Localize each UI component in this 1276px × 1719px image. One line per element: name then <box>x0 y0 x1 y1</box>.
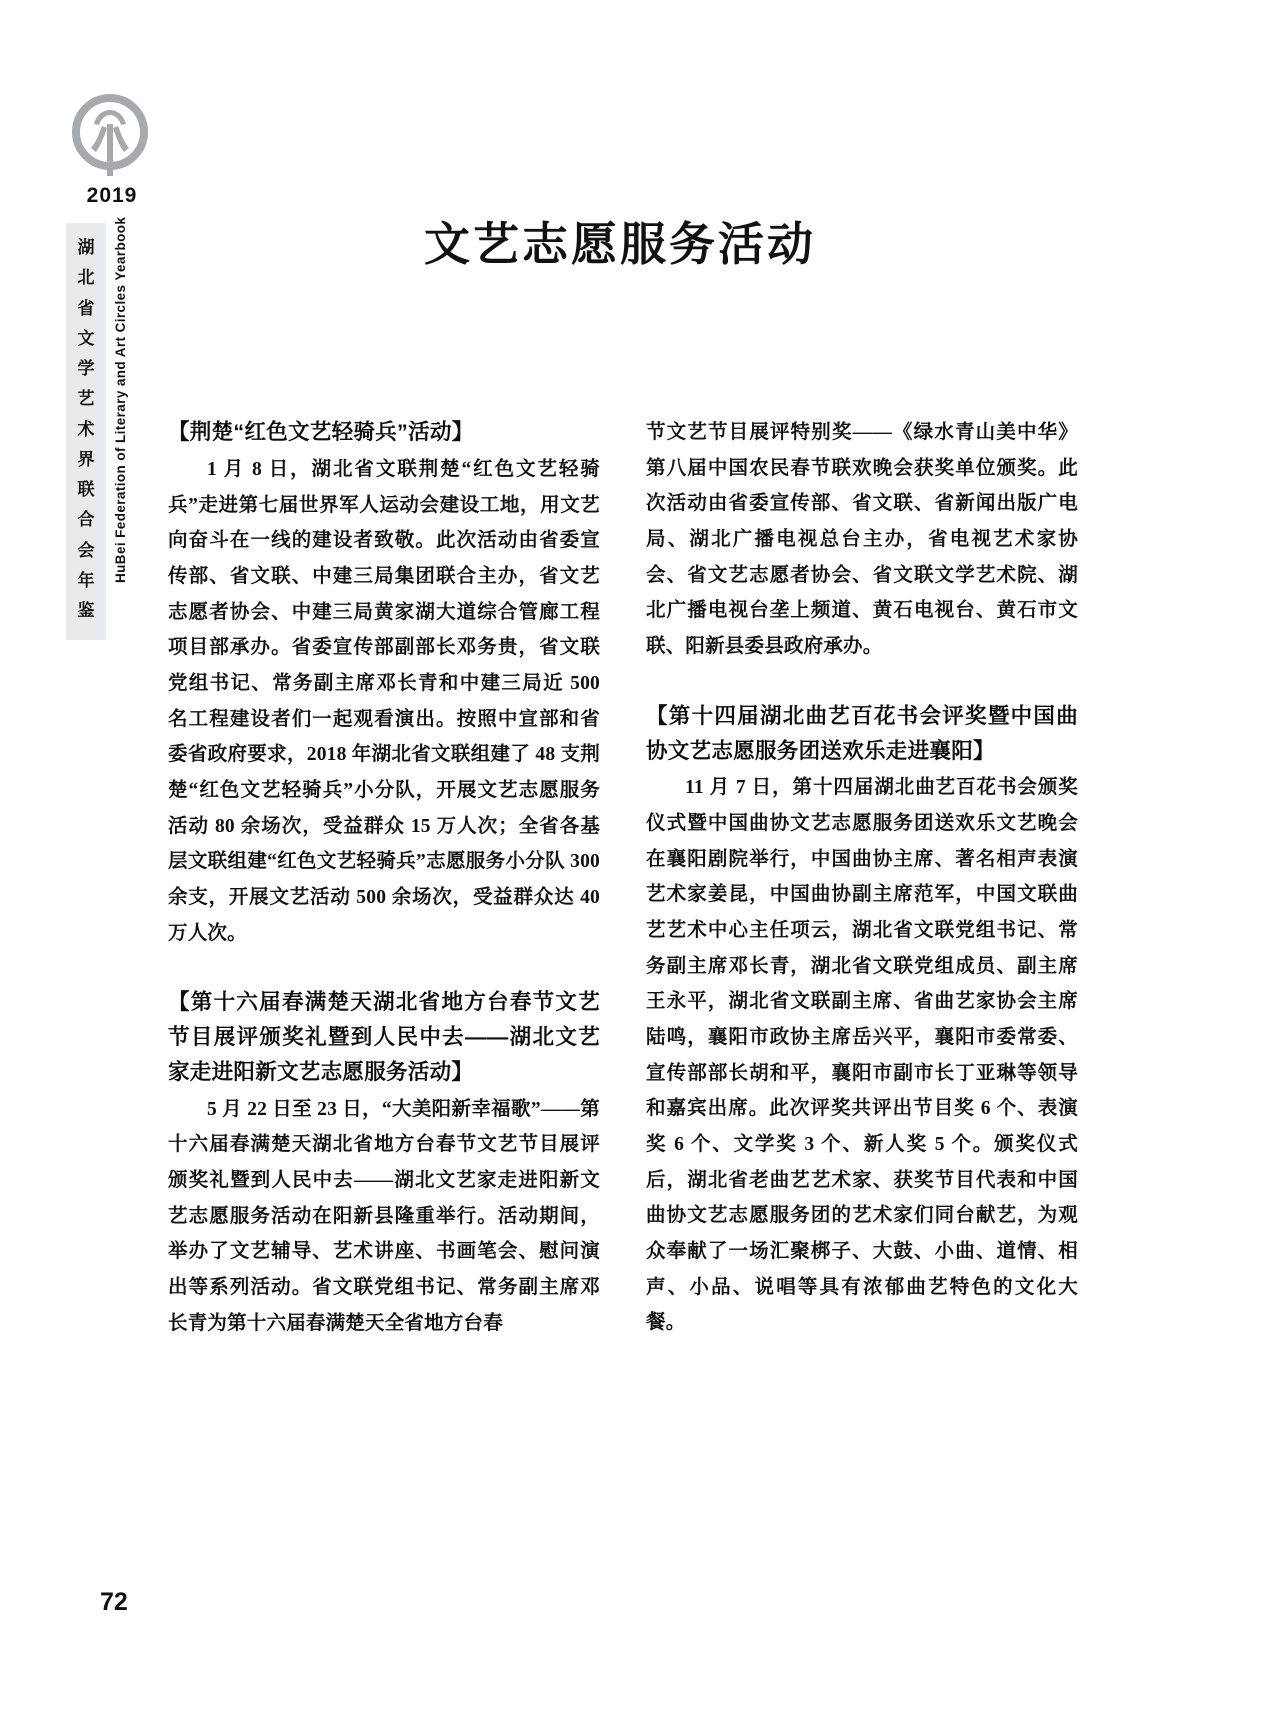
section-heading-1: 【荆楚“红色文艺轻骑兵”活动】 <box>168 420 474 444</box>
vertical-masthead <box>66 216 128 640</box>
section-heading-2: 【第十六届春满楚天湖北省地方台春节文艺节目展评颁奖礼暨到人民中去——湖北文艺家走进阳新文艺志愿服务活动】 <box>168 990 600 1084</box>
vertical-title-char: 合 <box>77 510 95 530</box>
logo-year: 2019 <box>86 184 138 207</box>
column-left <box>168 415 600 1341</box>
continued-paragraph: 节文艺节目展评特别奖——《绿水青山美中华》第八届中国农民春节联欢晚会获奖单位颁奖。此次活动由省委宣传部、省文联、省新闻出版广电局、湖北广播电视总台主办，省电视艺术家协会、省文艺志愿者协会、省文联文学艺术院、湖北广播电视台垄上频道、黄石电视台、黄石市文联、阳新县委县政府承办。 <box>646 422 1078 658</box>
vertical-title-char: 界 <box>77 449 95 469</box>
vertical-title-char: 艺 <box>77 389 95 409</box>
article-columns <box>168 415 1078 1341</box>
vertical-title-cn <box>66 223 106 640</box>
vertical-title-char: 北 <box>77 268 95 288</box>
section-heading-3: 【第十四届湖北曲艺百花书会评奖暨中国曲协文艺志愿服务团送欢乐走进襄阳】 <box>646 703 1078 763</box>
vertical-title-char: 会 <box>77 540 95 560</box>
sidebar-masthead <box>60 88 170 1608</box>
section-paragraph-1: 1 月 8 日，湖北省文联荆楚“红色文艺轻骑兵”走进第七届世界军人运动会建设工地，用文艺向奋斗在一线的建设者致敬。此次活动由省委宣传部、省文联、中建三局集团联合主办，省文艺志愿者协会、中建三局黄家湖大道综合管廊工程项目部承办。省委宣传部副部长邓务贵，省文联党组书记、常务副主席邓长青和中建三局近 500 名工程建设者们一起观看演出。按照中宣部和省委省政府要求，2018 年湖北省文联组建了 48 支荆楚“红色文艺轻骑兵”小分队，开展文艺志愿服务活动 80 余场次，受益群众 15 万人次；全省各基层文联组建“红色文艺轻骑兵”志愿服务小分队 300 余支，开展文艺活动 500 余场次，受益群众达 40 万人次。 <box>168 458 600 944</box>
vertical-title-char: 联 <box>77 480 95 499</box>
column-right <box>646 415 1078 1341</box>
section-paragraph-3: 11 月 7 日，第十四届湖北曲艺百花书会颁奖仪式暨中国曲协文艺志愿服务团送欢乐文艺晚会在襄阳剧院举行，中国曲协主席、著名相声表演艺术家姜昆，中国曲协副主席范军，中国文联曲艺艺术中心主任项云，湖北省文联党组书记、常务副主席邓长青，湖北省文联党组成员、副主席王永平，湖北省文联副主席、省曲艺家协会主席陆鸣，襄阳市政协主席岳兴平，襄阳市委常委、宣传部部长胡和平，襄阳市副市长丁亚琳等领导和嘉宾出席。此次评奖共评出节目奖 6 个、表演奖 6 个、文学奖 3 个、新人奖 5 个。颁奖仪式后，湖北省老曲艺艺术家、获奖节目代表和中国曲协文艺志愿服务团的艺术家们同台献艺，为观众奉献了一场汇聚梆子、大鼓、小曲、道情、相声、小品、说唱等具有浓郁曲艺特色的文化大餐。 <box>646 777 1078 1334</box>
page-title: 文艺志愿服务活动 <box>424 219 816 270</box>
page-number: 72 <box>100 1588 128 1616</box>
vertical-title-char: 年 <box>77 570 95 590</box>
section-paragraph-2: 5 月 22 日至 23 日，“大美阳新幸福歌”——第十六届春满楚天湖北省地方台春节文艺节目展评颁奖礼暨到人民中去——湖北文艺家走进阳新文艺志愿服务活动在阳新县隆重举行。活动期间，举办了文艺辅导、艺术讲座、书画笔会、慰问演出等系列活动。省文联党组书记、常务副主席邓长青为第十六届春满楚天全省地方台春 <box>168 1098 600 1334</box>
vertical-title-char: 鉴 <box>77 601 95 620</box>
vertical-title-char: 省 <box>77 298 95 318</box>
emblem-glyph-icon <box>72 94 148 184</box>
vertical-title-char: 湖 <box>77 238 95 257</box>
vertical-title-en: HuBei Federation of Literary and Art Circles Yearbook <box>113 216 128 583</box>
logo-wrap <box>64 88 174 207</box>
vertical-title-char: 术 <box>77 419 95 439</box>
vertical-title-char: 文 <box>77 328 95 348</box>
vertical-title-char: 学 <box>77 359 95 378</box>
